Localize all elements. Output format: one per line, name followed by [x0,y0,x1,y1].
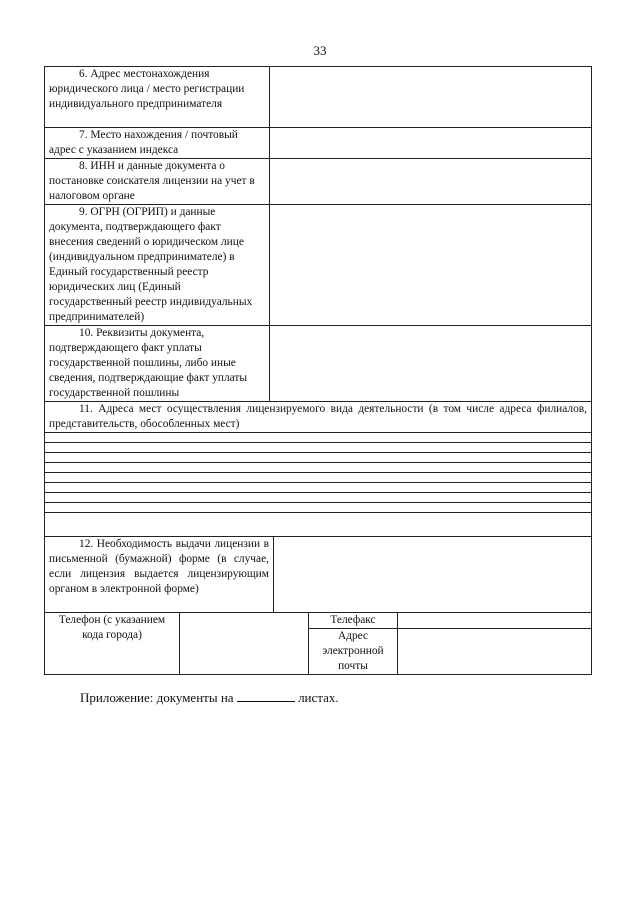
section12-value-field[interactable] [274,537,592,613]
address-line [45,513,592,537]
row-label: 7. Место нахождения / почтовый адрес с указанием индекса [45,128,270,159]
fax-row [45,613,592,629]
section12-row [45,537,592,613]
address-line-field[interactable] [45,473,592,483]
address-line-field[interactable] [45,433,592,443]
section11-label: 11. Адреса мест осуществления лицензируемого вида деятельности (в том числе адреса филиалов, представительств, обособленных мест) [45,402,592,433]
row-address [45,67,592,128]
appendix-suffix: листах. [298,690,339,705]
activity-addresses-table [44,401,592,537]
address-line-field[interactable] [45,463,592,473]
address-line-field[interactable] [45,483,592,493]
address-line [45,503,592,513]
address-line-field[interactable] [45,453,592,463]
row-label: 9. ОГРН (ОГРИП) и данные документа, подтверждающего факт внесения сведений о юридическом лице (индивидуальном предпринимателе) в Единый государственный реестр юридических лиц (Единый государственный реестр индивидуальных предпринимателей) [45,205,270,326]
row-ogrn [45,205,592,326]
email-label: Адрес электронной почты [309,629,398,675]
fax-field[interactable] [398,613,592,629]
value-field[interactable] [270,159,592,205]
section12-label: 12. Необходимость выдачи лицензии в письменной (бумажной) форме (в случае, если лицензия выдается лицензирующим органом в электронной форме) [45,537,274,613]
address-line [45,433,592,443]
row-state-fee [45,326,592,402]
email-field[interactable] [398,629,592,675]
applicant-details-table [44,66,592,402]
address-line [45,453,592,463]
appendix-line [80,690,339,706]
value-field[interactable] [270,67,592,128]
address-line-field[interactable] [45,513,592,537]
phone-field[interactable] [180,613,309,675]
fax-label: Телефакс [309,613,398,629]
sheet-count-blank[interactable] [237,690,295,702]
license-application-form [44,66,592,675]
address-line-field[interactable] [45,503,592,513]
row-label: 10. Реквизиты документа, подтверждающего факт уплаты государственной пошлины, либо иные сведения, подтверждающие факт уплаты государственной пошлины [45,326,270,402]
appendix-prefix: Приложение: документы на [80,690,234,705]
section11-heading-row [45,402,592,433]
address-line [45,463,592,473]
address-line [45,443,592,453]
contacts-table [44,612,592,675]
address-line [45,473,592,483]
row-label: 6. Адрес местонахождения юридического лица / место регистрации индивидуального предпринимателя [45,67,270,128]
row-label: 8. ИНН и данные документа о постановке соискателя лицензии на учет в налоговом органе [45,159,270,205]
value-field[interactable] [270,205,592,326]
address-line-field[interactable] [45,443,592,453]
row-postal-address [45,128,592,159]
value-field[interactable] [270,326,592,402]
phone-label: Телефон (с указанием кода города) [45,613,180,675]
address-line-field[interactable] [45,493,592,503]
row-inn [45,159,592,205]
value-field[interactable] [270,128,592,159]
address-line [45,483,592,493]
paper-form-table [44,536,592,613]
address-line [45,493,592,503]
page-number: 33 [313,43,327,58]
